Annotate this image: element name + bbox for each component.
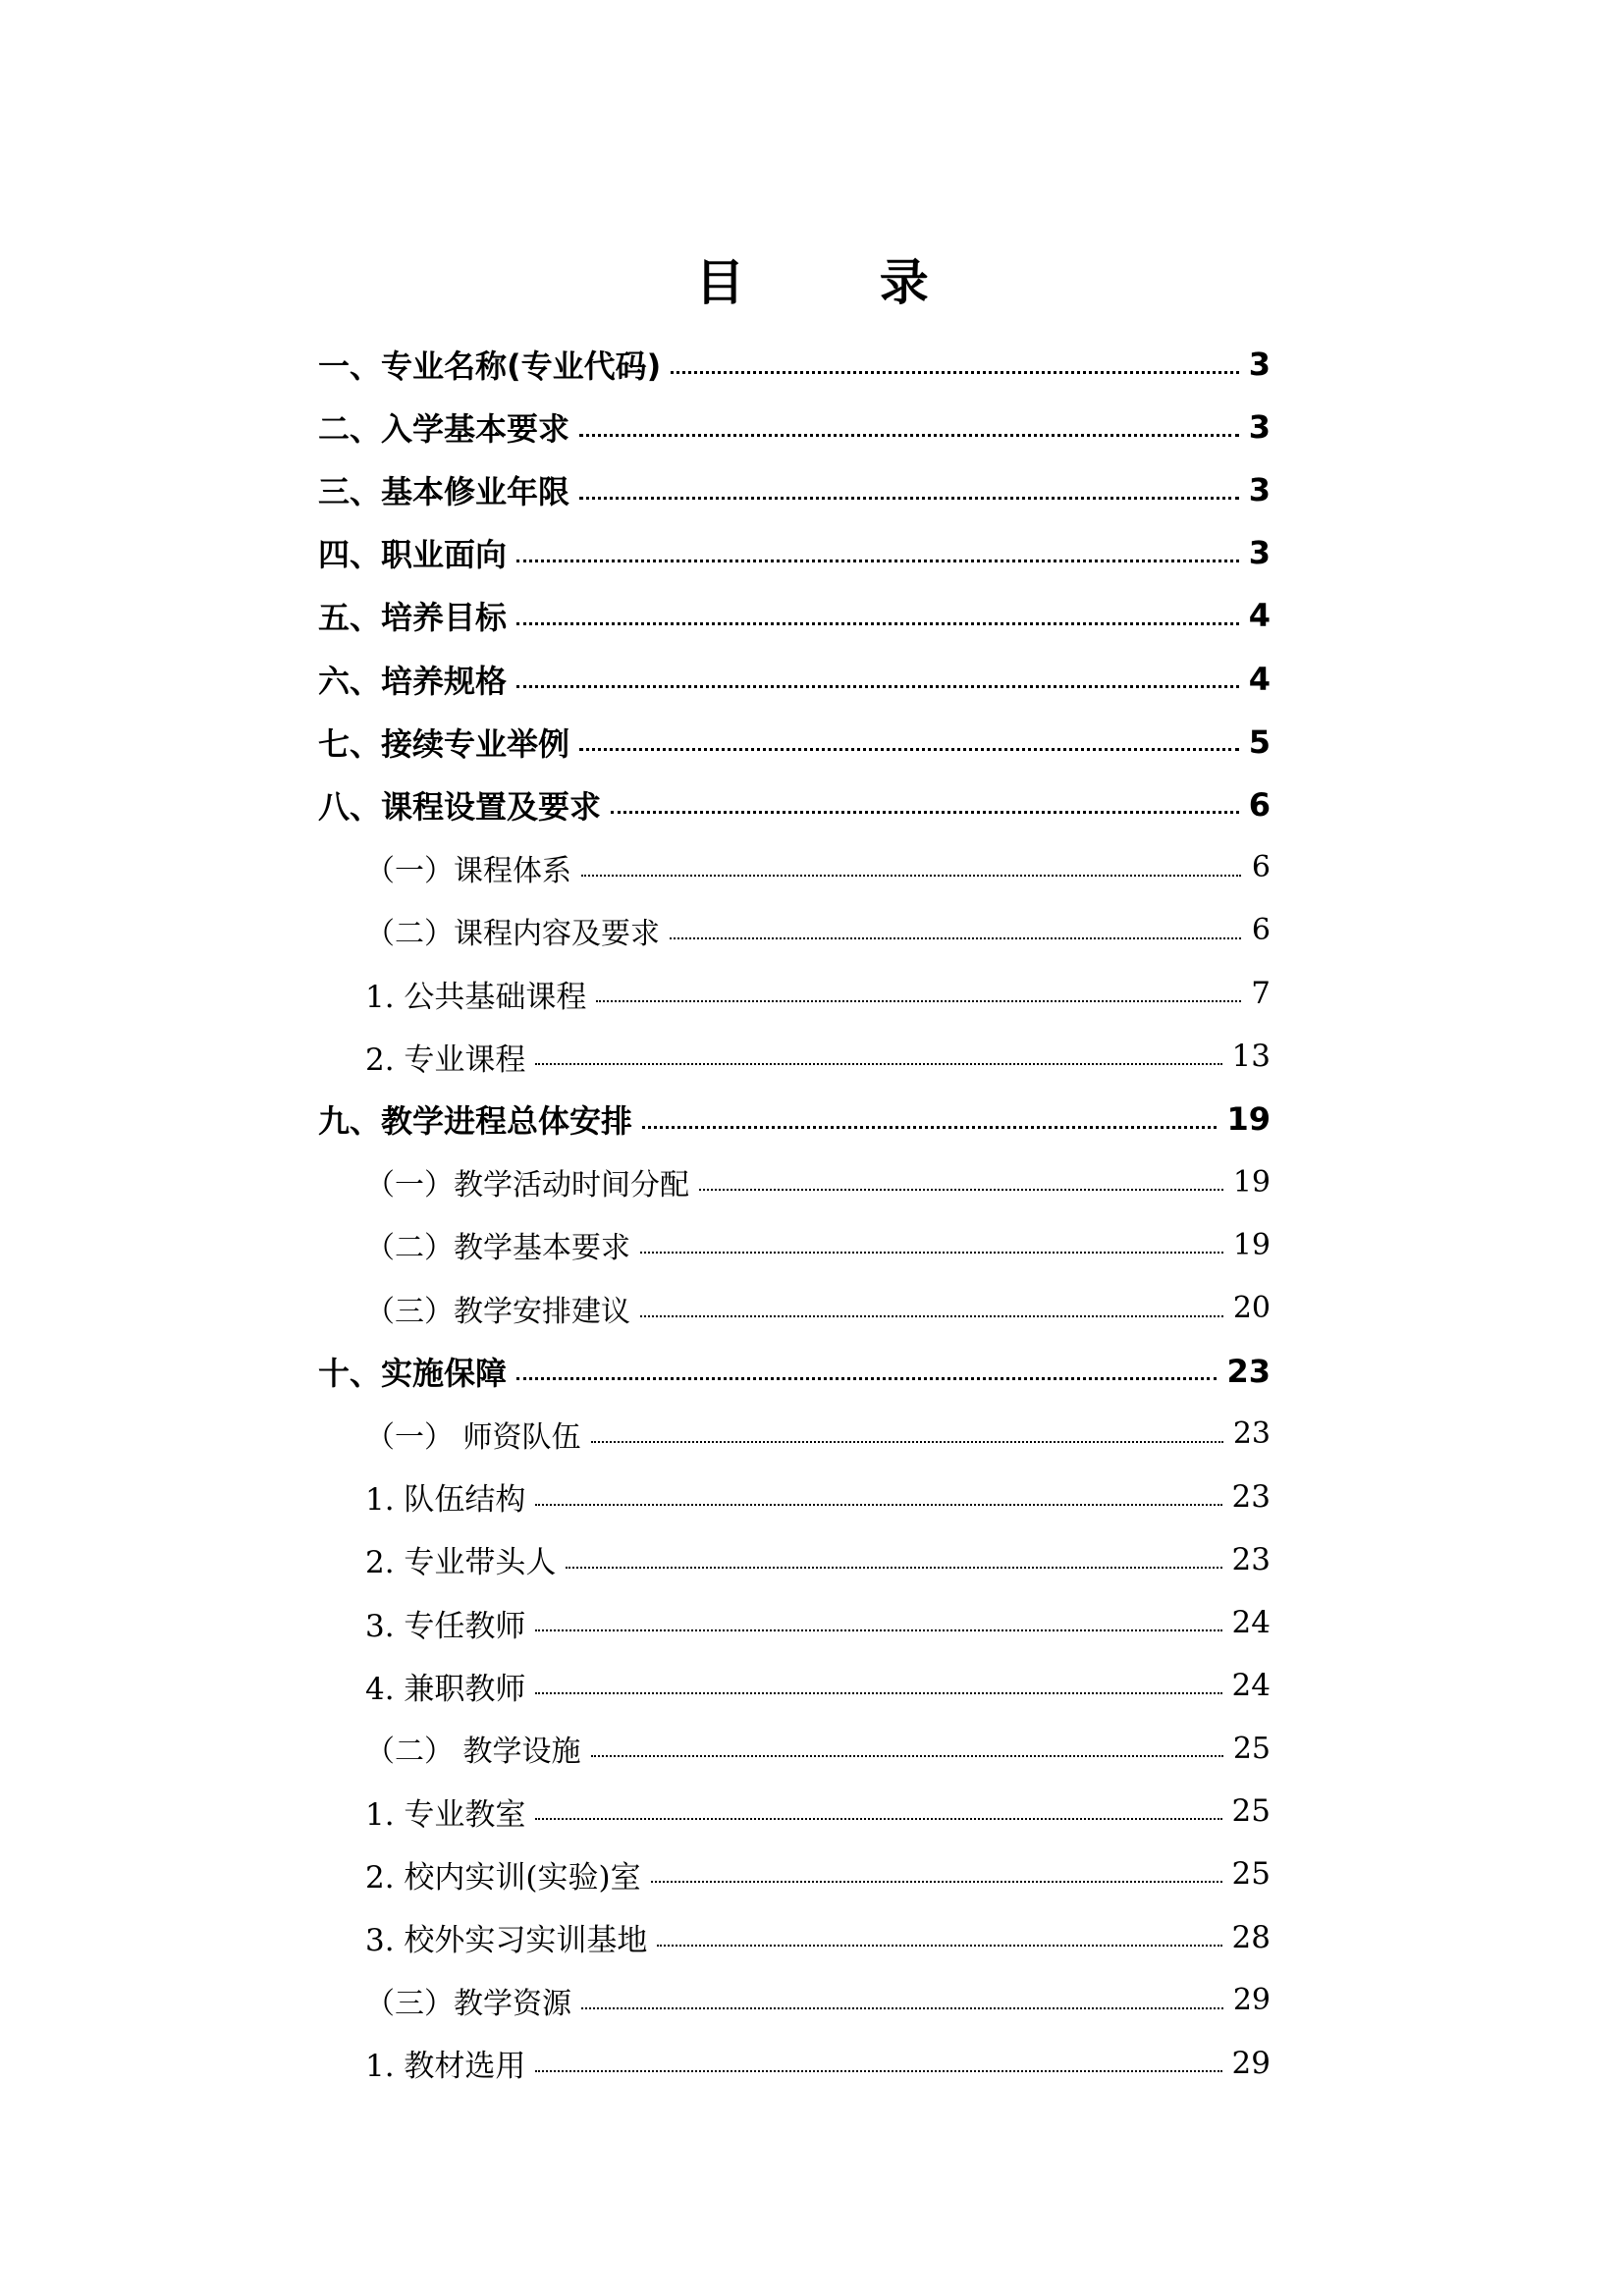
toc-entry-label: 八、课程设置及要求 [318, 787, 602, 826]
dot-leader [535, 1818, 1221, 1820]
toc-entry-page-number: 4 [1248, 597, 1271, 635]
dot-leader [516, 1377, 1217, 1380]
dot-leader [535, 1692, 1221, 1694]
toc-entry-label: 4. 兼职教师 [365, 1671, 526, 1707]
toc-entry-page-number: 3 [1248, 408, 1271, 447]
toc-entry-label: 1. 教材选用 [365, 2049, 526, 2085]
dot-leader [651, 1881, 1222, 1883]
toc-entry-page-number: 23 [1231, 1478, 1271, 1515]
toc-entry-page-number: 25 [1231, 1793, 1271, 1830]
toc-entry[interactable] [365, 1849, 1271, 1898]
toc-entry-page-number: 25 [1232, 1731, 1271, 1766]
toc-entry-label: 3. 校外实习实训基地 [365, 1923, 648, 1958]
toc-entry-page-number: 13 [1231, 1039, 1271, 1075]
toc-entry[interactable] [365, 1284, 1271, 1333]
toc-entry-label: （二） 教学设施 [365, 1735, 581, 1770]
toc-entry-page-number: 24 [1231, 1668, 1271, 1704]
dot-leader [699, 1189, 1223, 1191]
dot-leader [579, 748, 1239, 751]
dot-leader [611, 811, 1239, 814]
toc-entry-label: 1. 专业教室 [365, 1796, 526, 1833]
toc-entry[interactable] [318, 1095, 1271, 1144]
toc-entry[interactable] [318, 465, 1271, 514]
toc-entry[interactable] [365, 1157, 1271, 1206]
toc-entry-page-number: 23 [1226, 1352, 1271, 1390]
toc-entry-page-number: 3 [1248, 471, 1271, 509]
toc-entry-page-number: 24 [1231, 1605, 1271, 1640]
toc-entry-label: 七、接续专业举例 [318, 724, 570, 763]
dot-leader [535, 1629, 1221, 1631]
toc-entry[interactable] [365, 2039, 1271, 2088]
toc-entry-label: 2. 校内实训(实验)室 [365, 1859, 641, 1896]
toc-entry[interactable] [365, 1913, 1271, 1962]
toc-entry[interactable] [365, 1220, 1271, 1269]
toc-entry[interactable] [318, 340, 1271, 389]
toc-entry-label: 六、培养规格 [318, 662, 508, 700]
toc-entry-label: 五、培养目标 [318, 599, 508, 637]
toc-entry[interactable] [318, 402, 1271, 452]
toc-entry[interactable] [365, 1976, 1271, 2025]
toc-entry[interactable] [318, 718, 1271, 767]
toc-entry-page-number: 19 [1232, 1227, 1271, 1262]
toc-entry[interactable] [365, 1410, 1271, 1459]
toc-entry-page-number: 6 [1251, 850, 1271, 885]
dot-leader [596, 1000, 1241, 1002]
toc-entry[interactable] [365, 906, 1271, 955]
toc-entry-page-number: 19 [1232, 1164, 1271, 1200]
dot-leader [640, 1315, 1223, 1317]
dot-leader [657, 1945, 1221, 1947]
toc-entry[interactable] [365, 969, 1271, 1018]
toc-entry-page-number: 23 [1231, 1541, 1271, 1577]
toc-entry-page-number: 3 [1248, 346, 1271, 383]
dot-leader [535, 1063, 1221, 1065]
toc-entry[interactable] [365, 1724, 1271, 1773]
toc-entry-label: （三）教学资源 [365, 1986, 571, 2021]
dot-leader [566, 1567, 1221, 1569]
toc-entry-label: （一） 师资队伍 [365, 1419, 581, 1455]
toc-entry-label: （一）课程体系 [365, 853, 571, 888]
toc-entry-label: 3. 专任教师 [365, 1608, 526, 1644]
toc-entry-page-number: 20 [1232, 1291, 1271, 1325]
dot-leader [535, 2070, 1221, 2072]
toc-entry-page-number: 25 [1231, 1856, 1271, 1893]
dot-leader [670, 937, 1241, 939]
toc-entry-label: （二）课程内容及要求 [365, 916, 660, 951]
dot-leader [640, 1252, 1223, 1254]
toc-entry-page-number: 29 [1231, 2045, 1271, 2081]
dot-leader [516, 685, 1239, 688]
dot-leader [671, 371, 1238, 374]
toc-entry[interactable] [318, 591, 1271, 640]
page-title: 目 录 [695, 254, 988, 311]
toc-entry-label: 十、实施保障 [318, 1354, 508, 1392]
toc-entry[interactable] [365, 1032, 1271, 1081]
toc-entry-label: 二、入学基本要求 [318, 410, 570, 449]
dot-leader [581, 2007, 1223, 2009]
toc-entry[interactable] [318, 655, 1271, 704]
dot-leader [579, 497, 1239, 500]
toc-entry[interactable] [365, 1787, 1271, 1836]
toc-entry[interactable] [318, 528, 1271, 577]
dot-leader [581, 875, 1241, 877]
dot-leader [591, 1441, 1223, 1443]
toc-entry-label: 一、专业名称(专业代码) [318, 347, 662, 385]
toc-entry-page-number: 7 [1251, 976, 1271, 1011]
toc-entry-label: 1. 队伍结构 [365, 1482, 526, 1519]
dot-leader [642, 1126, 1217, 1129]
dot-leader [591, 1755, 1223, 1757]
toc-entry[interactable] [318, 1347, 1271, 1396]
toc-entry-page-number: 6 [1251, 913, 1271, 948]
toc-entry[interactable] [365, 1535, 1271, 1584]
toc-entry[interactable] [318, 780, 1271, 829]
toc-entry-label: 1. 公共基础课程 [365, 979, 587, 1015]
toc-entry-page-number: 5 [1248, 722, 1271, 761]
toc-entry-page-number: 6 [1248, 785, 1271, 824]
toc-entry[interactable] [365, 1598, 1271, 1647]
toc-entry-label: （三）教学安排建议 [365, 1294, 630, 1329]
toc-entry-label: 2. 专业带头人 [365, 1545, 557, 1581]
toc-entry[interactable] [365, 1472, 1271, 1522]
toc-entry[interactable] [365, 843, 1271, 892]
toc-entry-label: （一）教学活动时间分配 [365, 1168, 689, 1203]
toc-entry-page-number: 19 [1226, 1100, 1271, 1139]
dot-leader [579, 434, 1239, 437]
toc-entry-page-number: 28 [1231, 1919, 1271, 1955]
dot-leader [535, 1504, 1221, 1506]
dot-leader [516, 560, 1239, 562]
toc-entry-label: （二）教学基本要求 [365, 1231, 630, 1266]
toc-entry-label: 三、基本修业年限 [318, 473, 570, 511]
toc-entry-label: 四、职业面向 [318, 536, 508, 574]
toc-entry-page-number: 23 [1232, 1416, 1271, 1452]
toc-entry-page-number: 29 [1232, 1983, 1271, 2018]
toc-entry-page-number: 4 [1248, 660, 1271, 698]
toc-entry-label: 2. 专业课程 [365, 1041, 526, 1078]
toc-entry-page-number: 3 [1248, 534, 1271, 572]
toc-entry-label: 九、教学进程总体安排 [318, 1102, 633, 1141]
dot-leader [516, 622, 1239, 625]
toc-entry[interactable] [365, 1661, 1271, 1710]
